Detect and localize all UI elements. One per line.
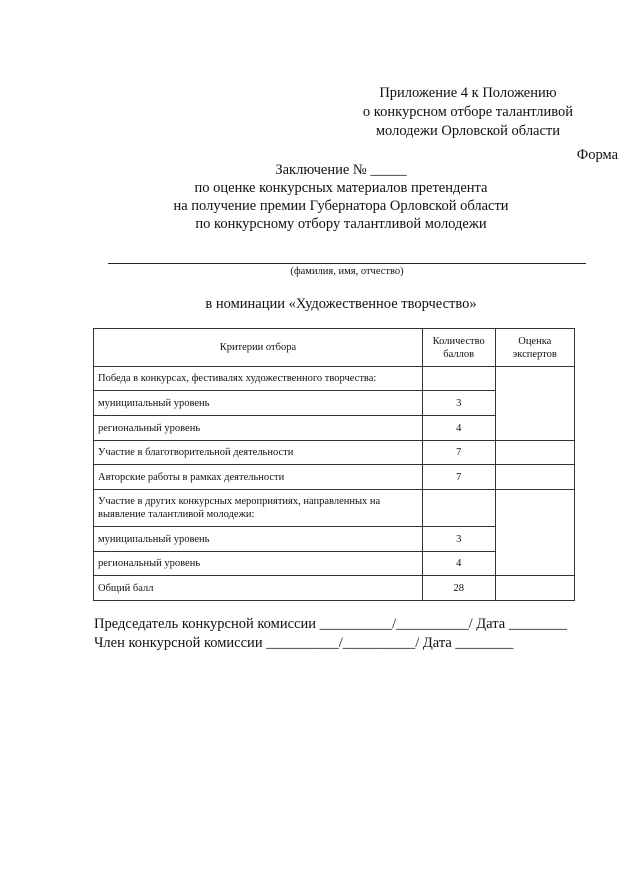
points-cell: 3 bbox=[422, 527, 495, 552]
total-label: Общий балл bbox=[94, 576, 423, 601]
heading-line-2: на получение премии Губернатора Орловской области bbox=[173, 198, 509, 214]
criterion-label: муниципальный уровень bbox=[94, 391, 423, 416]
table-header-row bbox=[94, 329, 575, 367]
fio-caption: (фамилия, имя, отчество) bbox=[290, 266, 404, 277]
expert-score-cell[interactable] bbox=[495, 490, 574, 576]
appendix-line-3: молодежи Орловской области bbox=[375, 123, 561, 139]
criterion-label: Участие в благотворительной деятельности bbox=[94, 441, 423, 465]
heading-line-3: по конкурсному отбору талантливой молодежи bbox=[195, 216, 487, 232]
table-row bbox=[94, 490, 575, 527]
criterion-label: Авторские работы в рамках деятельности bbox=[94, 465, 423, 490]
appendix-block bbox=[363, 84, 573, 141]
table-row bbox=[94, 441, 575, 465]
expert-total-cell[interactable] bbox=[495, 576, 574, 601]
points-cell bbox=[422, 490, 495, 527]
conclusion-title: Заключение № _____ bbox=[275, 162, 407, 178]
header-expert: Оценка экспертов bbox=[495, 329, 574, 367]
points-cell: 4 bbox=[422, 552, 495, 576]
nomination-title: в номинации «Художественное творчество» bbox=[205, 296, 477, 312]
criterion-label: региональный уровень bbox=[94, 552, 423, 576]
expert-score-cell[interactable] bbox=[495, 367, 574, 441]
fio-fill-line[interactable] bbox=[108, 263, 586, 264]
criterion-label: Участие в других конкурсных мероприятиях, направленных на выявление талантливой молодежи: bbox=[94, 490, 423, 527]
total-points-cell: 28 bbox=[422, 576, 495, 601]
criterion-label: муниципальный уровень bbox=[94, 527, 423, 552]
member-signature-line[interactable]: Член конкурсной комиссии __________/__________/ Дата ________ bbox=[94, 635, 514, 651]
table-row bbox=[94, 367, 575, 391]
points-cell bbox=[422, 367, 495, 391]
expert-score-cell[interactable] bbox=[495, 441, 574, 465]
points-cell: 7 bbox=[422, 465, 495, 490]
criteria-table bbox=[93, 328, 575, 601]
document-heading bbox=[0, 161, 640, 233]
chair-signature-line[interactable]: Председатель конкурсной комиссии __________/__________/ Дата ________ bbox=[94, 616, 567, 632]
header-criteria: Критерии отбора bbox=[94, 329, 423, 367]
expert-score-cell[interactable] bbox=[495, 465, 574, 490]
table-row-total bbox=[94, 576, 575, 601]
table-row bbox=[94, 465, 575, 490]
points-cell: 4 bbox=[422, 416, 495, 441]
points-cell: 3 bbox=[422, 391, 495, 416]
criterion-label: региональный уровень bbox=[94, 416, 423, 441]
form-label: Форма bbox=[576, 147, 618, 163]
header-points: Количество баллов bbox=[422, 329, 495, 367]
criterion-label: Победа в конкурсах, фестивалях художественного творчества: bbox=[94, 367, 423, 391]
heading-line-1: по оценке конкурсных материалов претендента bbox=[194, 180, 488, 196]
points-cell: 7 bbox=[422, 441, 495, 465]
appendix-line-2: о конкурсном отборе талантливой bbox=[362, 104, 573, 120]
appendix-line-1: Приложение 4 к Положению bbox=[379, 85, 557, 101]
